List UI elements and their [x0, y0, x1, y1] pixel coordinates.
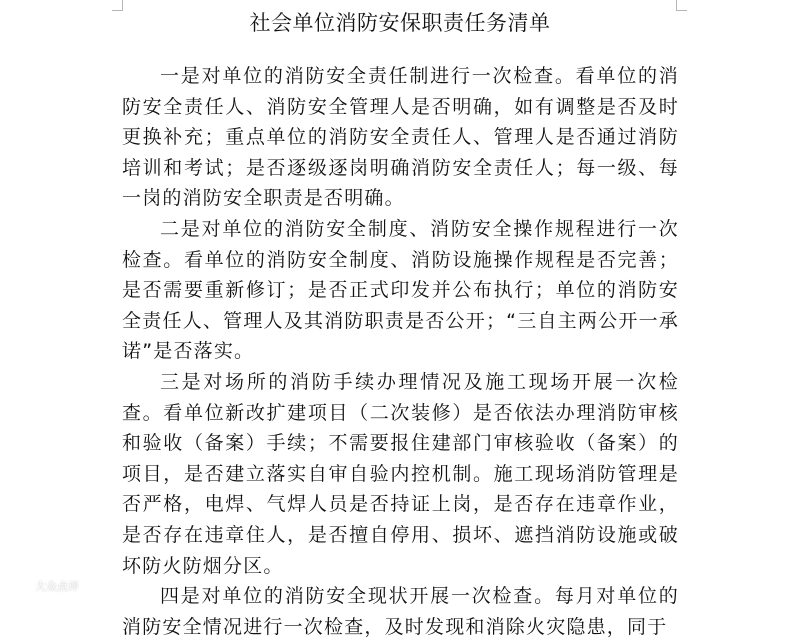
paragraph-1: 一是对单位的消防安全责任制进行一次检查。看单位的消防安全责任人、消防安全管理人是否明确，如有调整是否及时更换补充；重点单位的消防安全责任人、管理人是否通过消防培训和考试；是否逐级逐岗明确消防安全责任人；每一级、每一岗的消防安全职责是否明确。 [122, 65, 679, 210]
watermark [6, 578, 79, 594]
document-title: 社会单位消防安保职责任务清单 [249, 11, 551, 35]
watermark-text: 大众点评 [35, 580, 79, 593]
watermark-logo-icon [6, 579, 32, 593]
document-body [122, 61, 679, 642]
paragraph-2: 二是对单位的消防安全制度、消防安全操作规程进行一次检查。看单位的消防安全制度、消防设施操作规程是否完善；是否需要重新修订；是否正式印发并公布执行；单位的消防安全责任人、管理人及其消防职责是否公开；“三自主两公开一承诺”是否落实。 [122, 217, 679, 363]
paragraph-4: 四是对单位的消防安全现状开展一次检查。每月对单位的消防安全情况进行一次检查，及时发现和消除火灾隐患，同于 [122, 585, 679, 638]
paragraph-3: 三是对场所的消防手续办理情况及施工现场开展一次检查。看单位新改扩建项目（二次装修）是否依法办理消防审核和验收（备案）手续；不需要报住建部门审核验收（备案）的项目，是否建立落实自审自验内控机制。施工现场消防管理是否严格，电焊、气焊人员是否持证上岗，是否存在违章作业，是否存在违章住人，是否擅自停用、损坏、遮挡消防设施或破坏防火防烟分区。 [122, 370, 679, 577]
